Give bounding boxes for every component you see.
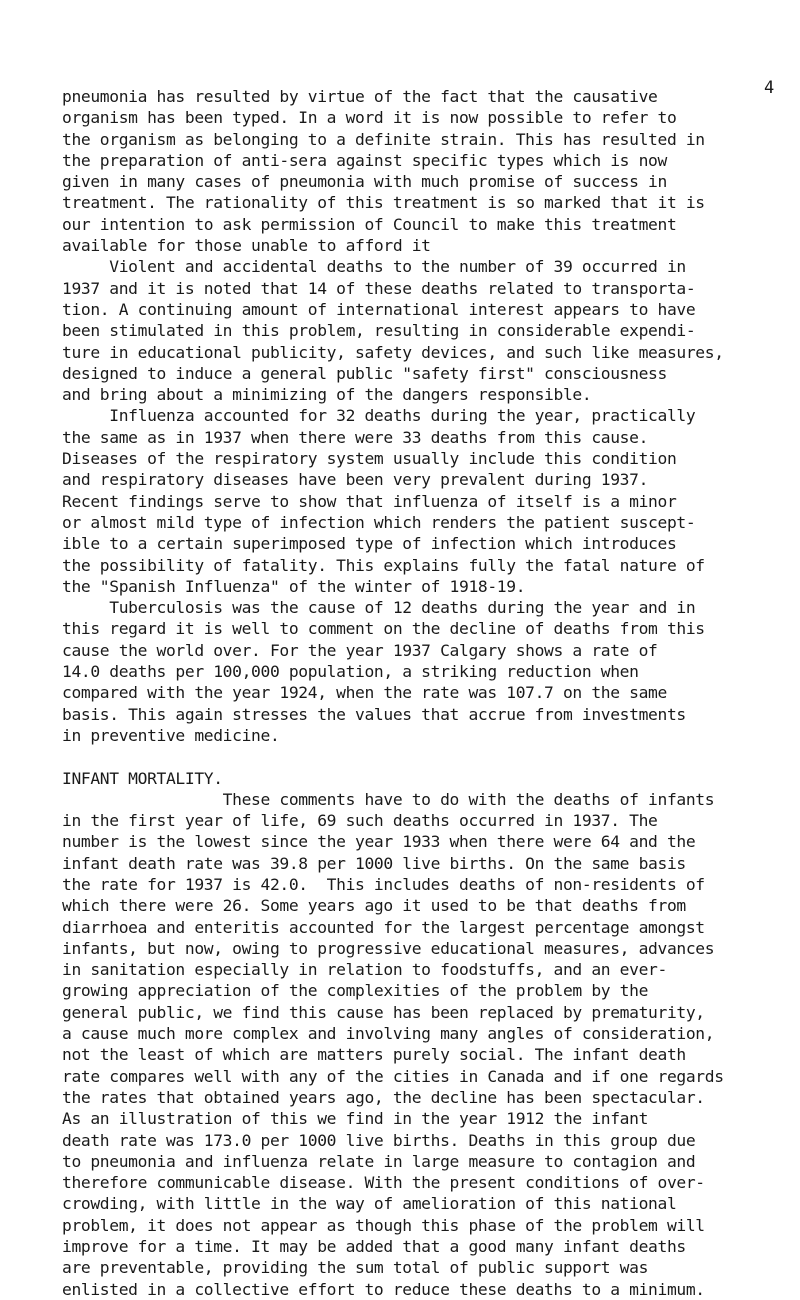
text-line: to pneumonia and influenza relate in large measure to contagion and [62,1151,696,1171]
text-line: problem, it does not appear as though this phase of the problem will [62,1215,705,1235]
text-line: infants, but now, owing to progressive educational measures, advances [62,938,715,958]
text-line: given in many cases of pneumonia with much promise of success in [62,172,667,192]
text-line: been stimulated in this problem, resulting in considerable expendi- [62,321,696,341]
text-line: treatment. The rationality of this treatment is so marked that it is [62,193,705,213]
text-line: basis. This again stresses the values that accrue from investments [62,704,686,724]
text-line: 14.0 deaths per 100,000 population, a striking reduction when [62,662,639,682]
paragraph-influenza [62,405,782,597]
text-line: number is the lowest since the year 1933 when there were 64 and the [62,832,696,852]
text-line: infant death rate was 39.8 per 1000 live births. On the same basis [62,853,686,873]
text-line: the possibility of fatality. This explains fully the fatal nature of [62,555,705,575]
text-line: are preventable, providing the sum total of public support was [62,1258,649,1278]
text-line: As an illustration of this we find in the year 1912 the infant [62,1109,649,1129]
text-line: or almost mild type of infection which renders the patient suscept- [62,512,696,532]
text-line: pneumonia has resulted by virtue of the fact that the causative [62,87,658,106]
text-line: our intention to ask permission of Council to make this treatment [62,214,677,234]
text-line: general public, we find this cause has been replaced by prematurity, [62,1002,705,1022]
text-line: and bring about a minimizing of the dangers responsible. [62,385,592,405]
page-number: 4 [764,78,775,98]
text-line: crowding, with little in the way of amelioration of this national [62,1194,677,1214]
paragraph-pneumonia [62,86,782,256]
text-line: the rate for 1937 is 42.0. This includes deaths of non-residents of [62,874,705,894]
text-line: growing appreciation of the complexities of the problem by the [62,981,649,1001]
text-line: a cause much more complex and involving many angles of consideration, [62,1024,715,1044]
text-line: the "Spanish Influenza" of the winter of 1918-19. [62,576,526,596]
text-line: Diseases of the respiratory system usually include this condition [62,449,677,469]
section-heading: INFANT MORTALITY. [62,768,223,788]
text-line: 1937 and it is noted that 14 of these deaths related to transporta- [62,278,696,298]
text-line: in sanitation especially in relation to foodstuffs, and an ever- [62,960,667,980]
text-line: improve for a time. It may be added that a good many infant deaths [62,1237,686,1257]
text-line: ible to a certain superimposed type of infection which introduces [62,534,677,554]
text-line: tion. A continuing amount of international interest appears to have [62,299,696,319]
text-line: the preparation of anti-sera against specific types which is now [62,150,667,170]
text-line: enlisted in a collective effort to reduce these deaths to a minimum. [62,1279,705,1299]
text-line: in the first year of life, 69 such deaths occurred in 1937. The [62,811,658,831]
text-line: the rates that obtained years ago, the decline has been spectacular. [62,1087,705,1107]
text-line: organism has been typed. In a word it is now possible to refer to [62,108,677,128]
text-line: and respiratory diseases have been very prevalent during 1937. [62,470,649,490]
text-line: available for those unable to afford it [62,236,431,256]
text-line: not the least of which are matters purely social. The infant death [62,1045,686,1065]
text-line: designed to induce a general public "safety first" consciousness [62,363,667,383]
text-line: therefore communicable disease. With the present conditions of over- [62,1173,705,1193]
text-line: rate compares well with any of the cities in Canada and if one regards [62,1066,724,1086]
text-line: diarrhoea and enteritis accounted for the largest percentage amongst [62,917,705,937]
text-line: cause the world over. For the year 1937 Calgary shows a rate of [62,640,658,660]
text-line: in preventive medicine. [62,725,280,745]
paragraph-infant-mortality [62,789,782,1300]
text-line: Recent findings serve to show that influenza of itself is a minor [62,491,677,511]
text-line: Influenza accounted for 32 deaths during the year, practically [62,406,696,426]
text-line: death rate was 173.0 per 1000 live births. Deaths in this group due [62,1130,696,1150]
text-line: which there were 26. Some years ago it used to be that deaths from [62,896,686,916]
text-line: the same as in 1937 when there were 33 deaths from this cause. [62,427,649,447]
text-line: Tuberculosis was the cause of 12 deaths during the year and in [62,598,696,618]
paragraph-tuberculosis [62,597,782,746]
text-line: this regard it is well to comment on the decline of deaths from this [62,619,705,639]
text-line: These comments have to do with the deaths of infants [62,789,715,809]
body-text [62,86,782,1300]
text-line: ture in educational publicity, safety devices, and such like measures, [62,342,724,362]
paragraph-spacer [62,746,782,767]
text-line: compared with the year 1924, when the rate was 107.7 on the same [62,683,667,703]
paragraph-violent-deaths [62,256,782,405]
text-line: Violent and accidental deaths to the number of 39 occurred in [62,257,686,277]
text-line: the organism as belonging to a definite strain. This has resulted in [62,129,705,149]
